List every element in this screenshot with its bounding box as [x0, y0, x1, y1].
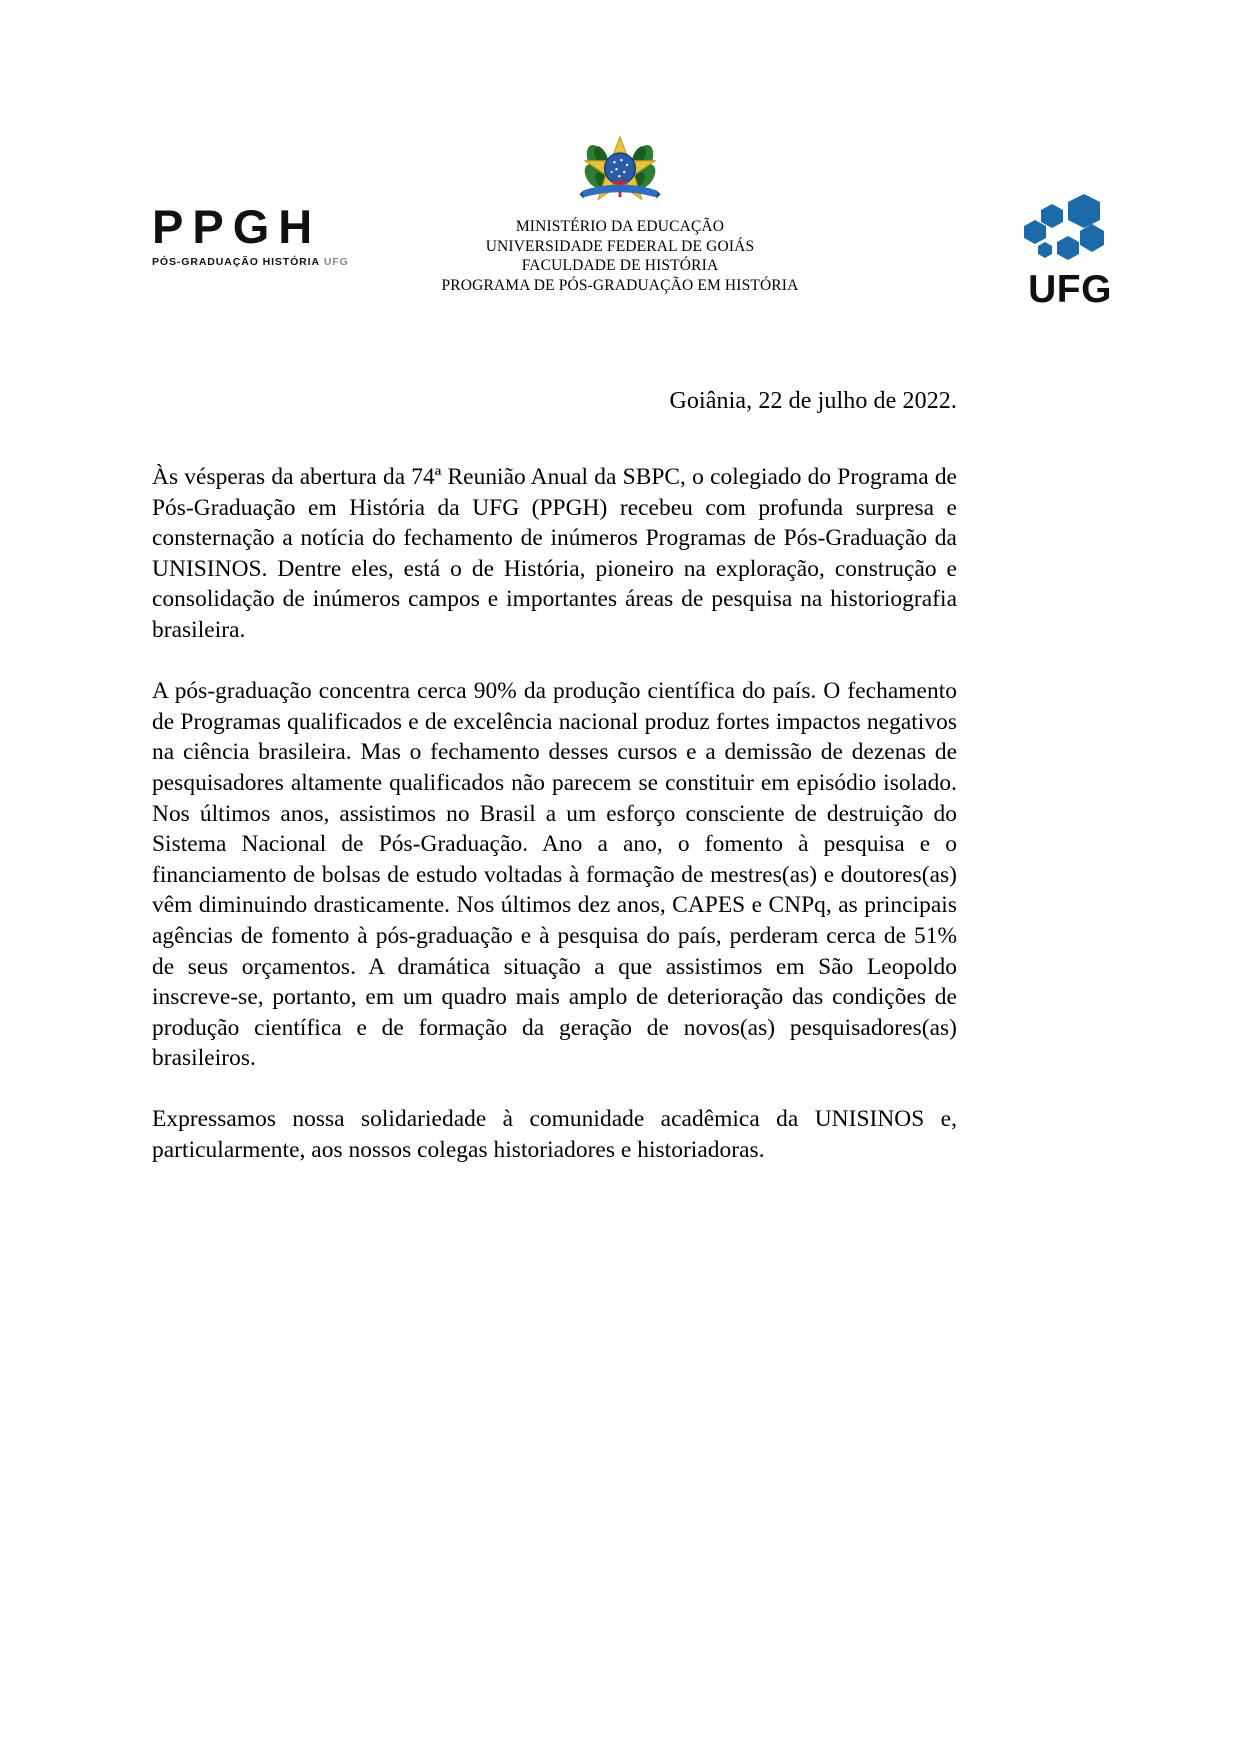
- institution-line-2: UNIVERSIDADE FEDERAL DE GOIÁS: [485, 237, 755, 255]
- ppgh-subtitle: [152, 256, 352, 269]
- brazil-coat-of-arms-icon: [578, 130, 662, 214]
- institution-line-1: MINISTÉRIO DA EDUCAÇÃO: [515, 218, 725, 235]
- institution-header: [370, 130, 870, 295]
- body-paragraph-3: Expressamos nossa solidariedade à comunidade acadêmica da UNISINOS e, particularmente, aos nossos colegas historiadores e historiadoras.: [152, 1106, 957, 1164]
- ppgh-subtitle-ufg: UFG: [323, 256, 349, 268]
- body-paragraph-1: Às vésperas da abertura da 74ª Reunião Anual da SBPC, o colegiado do Programa de Pós-Graduação em História da UFG (PPGH) recebeu com profunda surpresa e consternação a notícia do fechamento de inúmeros Programas de Pós-Graduação da UNISINOS. Dentre eles, está o de História, pioneiro na exploração, construção e consolidação de inúmeros campos e importantes áreas de pesquisa na historiografia brasileira.: [152, 464, 957, 643]
- ufg-logo: [1005, 192, 1135, 310]
- letterhead: [0, 130, 1240, 320]
- institution-line-4: PROGRAMA DE PÓS-GRADUAÇÃO EM HISTÓRIA: [441, 276, 799, 294]
- ppgh-wordmark: PPGH: [152, 200, 322, 253]
- body-paragraph-2: A pós-graduação concentra cerca 90% da produção científica do país. O fechamento de Programas qualificados e de excelência nacional produz fortes impactos negativos na ciência brasileira. Mas o fechamento desses cursos e a demissão de dezenas de pesquisadores altamente qualificados não parecem se constituir em episódio isolado. Nos últimos anos, assistimos no Brasil a um esforço consciente de destruição do Sistema Nacional de Pós-Graduação. Ano a ano, o fomento à pesquisa e o financiamento de bolsas de estudo voltadas à formação de mestres(as) e doutores(as) vêm diminuindo drasticamente. Nos últimos dez anos, CAPES e CNPq, as principais agências de fomento à pós-graduação e à pesquisa do país, perderam cerca de 51% de seus orçamentos. A dramática situação a que assistimos em São Leopoldo inscreve-se, portanto, em um quadro mais amplo de deterioração das condições de produção científica e de formação da geração de novos(as) pesquisadores(as) brasileiros.: [152, 678, 957, 1072]
- letter-body: [152, 462, 957, 1166]
- dateline: Goiânia, 22 de julho de 2022.: [669, 388, 957, 414]
- ufg-wordmark: UFG: [1028, 268, 1112, 311]
- institution-line-3: FACULDADE DE HISTÓRIA: [521, 257, 719, 274]
- ppgh-logo: [152, 202, 352, 269]
- ppgh-subtitle-main: PÓS-GRADUAÇÃO HISTÓRIA: [152, 256, 320, 268]
- ufg-hexagons-icon: [1018, 192, 1122, 268]
